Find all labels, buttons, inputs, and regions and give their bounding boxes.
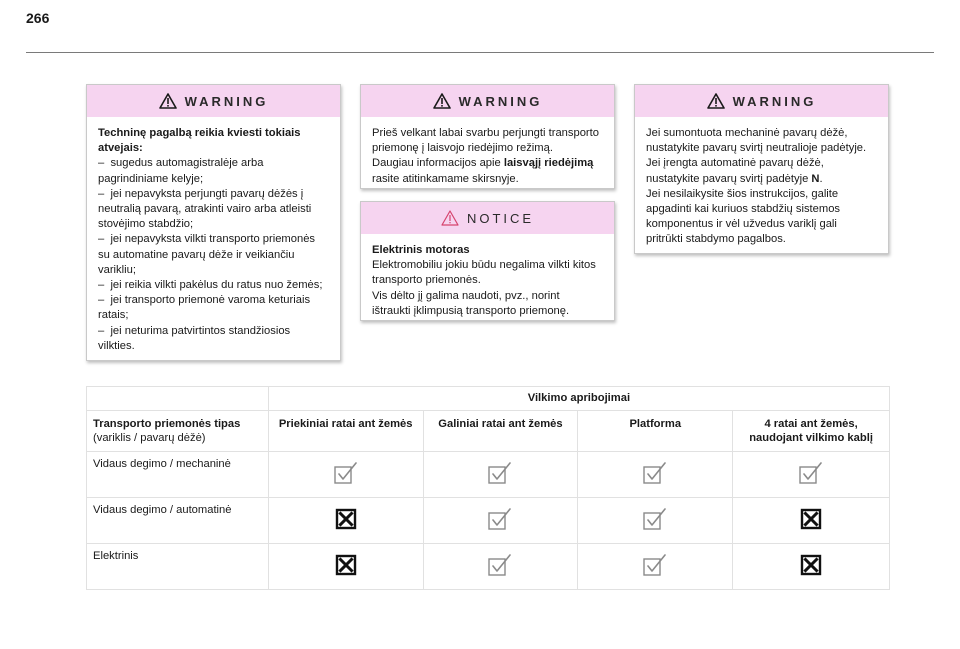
notice-triangle-icon: [441, 210, 459, 226]
towing-restrictions-table: [86, 386, 890, 590]
warning-box-gear-position: [634, 84, 889, 254]
column-header-front-wheels: Priekiniai ratai ant žemės: [268, 411, 423, 452]
table-cell: [268, 452, 423, 498]
notice-text: [361, 234, 614, 327]
column-header-rear-wheels: Galiniai ratai ant žemės: [423, 411, 578, 452]
table-cell: [423, 544, 578, 590]
text-line: – jei neturima patvirtintos standžiosios: [98, 324, 291, 337]
text-line: – sugedus automagistralėje arba: [98, 157, 264, 170]
table-cell: [733, 498, 890, 544]
table-cell: [733, 544, 890, 590]
text-line: – jei reikia vilkti pakėlus du ratus nuo žemės;: [98, 279, 323, 292]
checkbox-crossed-icon: [335, 554, 357, 579]
text-line: pritrūkti stabdymo pagalbos.: [646, 233, 786, 246]
warning-text: [635, 117, 888, 256]
row-label: Vidaus degimo / mechaninė: [87, 452, 269, 498]
text-line: Techninę pagalbą reikia kviesti tokiais: [98, 127, 301, 139]
warning-title: WARNING: [458, 93, 543, 109]
vehicle-type-header: [87, 411, 269, 452]
checkbox-checked-icon: [334, 462, 358, 487]
warning-box-freewheel: [360, 84, 615, 189]
notice-title: NOTICE: [466, 210, 535, 226]
text-line: komponentus ir vėl užvedus variklį gali: [646, 218, 837, 231]
text-segment: nustatykite pavarų svirtį padėtyje: [646, 172, 812, 185]
warning-header: [87, 85, 340, 117]
text-line: Prieš velkant labai svarbu perjungti transporto: [372, 127, 599, 139]
warning-triangle-icon: [433, 93, 451, 109]
text-line: atvejais:: [98, 142, 143, 155]
text-line: rasite atitinkamame skirsnyje.: [372, 172, 519, 185]
row-label: Vidaus degimo / automatinė: [87, 498, 269, 544]
text-line: stovėjimo stabdžio;: [98, 218, 194, 231]
text-line: priemonę į laisvojo riedėjimo režimą.: [372, 142, 553, 155]
warning-triangle-icon: [159, 93, 177, 109]
checkbox-checked-icon: [799, 462, 823, 487]
checkbox-crossed-icon: [800, 508, 822, 533]
warning-box-towing-assistance: [86, 84, 341, 361]
vehicle-type-header-sub: (variklis / pavarų dėžė): [93, 432, 206, 444]
warning-text: [87, 117, 340, 362]
checkbox-checked-icon: [488, 462, 512, 487]
checkbox-checked-icon: [643, 508, 667, 533]
table-cell: [733, 452, 890, 498]
text-line: apgadinti kai kuriuos stabdžių sistemos: [646, 203, 841, 216]
text-line: – jei nepavyksta vilkti transporto priemonės: [98, 233, 316, 246]
table-row: [87, 498, 890, 544]
text-segment: Daugiau informacijos apie: [372, 157, 504, 170]
checkbox-checked-icon: [488, 554, 512, 579]
text-line: pagrindiniame kelyje;: [98, 172, 204, 185]
table-cell: [268, 544, 423, 590]
text-line: ištraukti įklimpusią transporto priemonę.: [372, 304, 570, 317]
gear-n-text: N: [811, 172, 820, 185]
table-cell: [423, 452, 578, 498]
table-cell: [268, 498, 423, 544]
checkbox-checked-icon: [643, 554, 667, 579]
column-header-platform: Platforma: [578, 411, 733, 452]
warning-title: WARNING: [184, 93, 269, 109]
freewheel-link-text: laisvąjį riedėjimą: [503, 157, 594, 170]
notice-box-electric-motor: [360, 201, 615, 321]
text-line: vilkties.: [98, 339, 135, 352]
warning-triangle-icon: [707, 93, 725, 109]
warning-text: [361, 117, 614, 195]
row-label: Elektrinis: [87, 544, 269, 590]
column-header-four-wheels: 4 ratai ant žemės, naudojant vilkimo kablį: [733, 411, 890, 452]
checkbox-checked-icon: [488, 508, 512, 533]
notice-heading: Elektrinis motoras: [372, 244, 470, 256]
table-cell: [578, 498, 733, 544]
notice-header: [361, 202, 614, 234]
table-corner: [87, 387, 269, 411]
text-line: Jei sumontuota mechaninė pavarų dėžė,: [646, 127, 848, 139]
text-line: [646, 172, 877, 187]
header-divider: [26, 52, 934, 53]
text-line: Jei įrengta automatinė pavarų dėžė,: [646, 157, 824, 170]
text-line: varikliu;: [98, 263, 136, 276]
text-line: Elektromobiliu jokiu būdu negalima vilkti kitos: [372, 259, 596, 272]
text-line: – jei transporto priemonė varoma keturiais: [98, 294, 311, 307]
table-group-header: Vilkimo apribojimai: [268, 387, 889, 411]
warning-header: [635, 85, 888, 117]
text-segment: .: [819, 172, 823, 185]
text-line: nustatykite pavarų svirtį neutralioje padėtyje.: [646, 142, 867, 155]
table-cell: [578, 452, 733, 498]
table-cell: [423, 498, 578, 544]
text-line: – jei nepavyksta perjungti pavarų dėžės į: [98, 187, 304, 200]
vehicle-type-header-title: Transporto priemonės tipas: [93, 418, 241, 430]
text-line: [372, 156, 603, 171]
table-cell: [578, 544, 733, 590]
text-line: su automatine pavarų dėže ir veikiančiu: [98, 248, 295, 261]
checkbox-crossed-icon: [800, 554, 822, 579]
warning-title: WARNING: [732, 93, 817, 109]
warning-header: [361, 85, 614, 117]
table-row: [87, 544, 890, 590]
text-line: Jei nesilaikysite šios instrukcijos, galite: [646, 187, 839, 200]
page-number: 266: [26, 10, 50, 26]
table-row: [87, 452, 890, 498]
text-line: neutralią pavarą, atrakinti vairo arba atleisti: [98, 203, 312, 216]
text-line: Vis dėlto jį galima naudoti, pvz., norint: [372, 289, 560, 302]
text-line: transporto priemonės.: [372, 274, 481, 287]
checkbox-checked-icon: [643, 462, 667, 487]
checkbox-crossed-icon: [335, 508, 357, 533]
text-line: ratais;: [98, 309, 129, 322]
